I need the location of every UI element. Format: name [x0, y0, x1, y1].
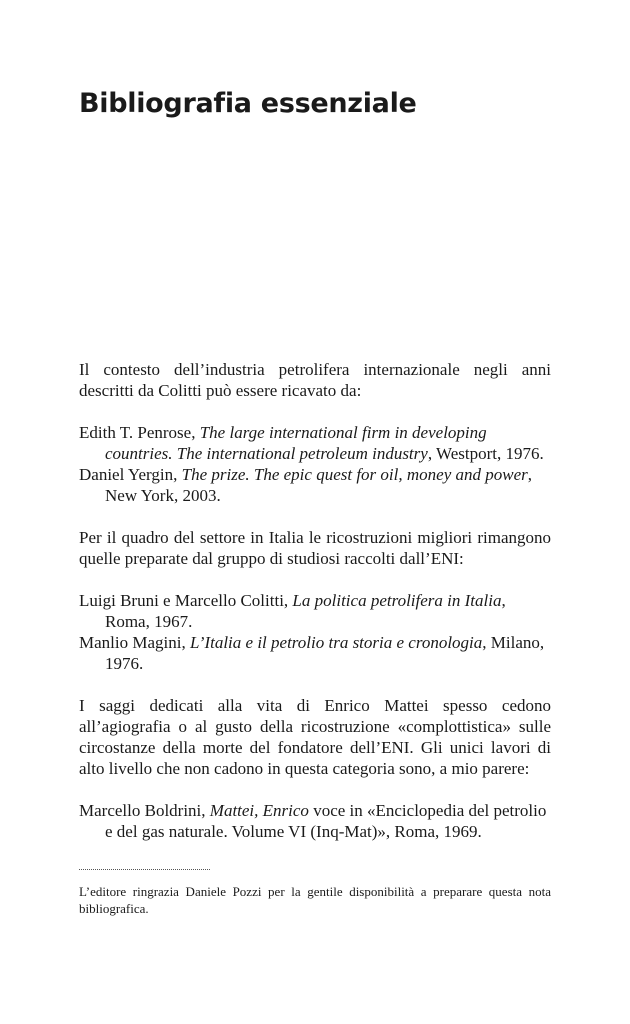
reference-author: Daniel Yergin,: [79, 465, 182, 484]
reference-details: , Roma, 1967.: [105, 591, 506, 631]
footnote-divider: [79, 869, 210, 870]
reference-list-international: [79, 422, 551, 506]
reference-entry: [79, 800, 551, 842]
reference-list-mattei: [79, 800, 551, 842]
reference-author: Edith T. Penrose,: [79, 423, 200, 442]
intro-paragraph-mattei: I saggi dedicati alla vita di Enrico Mattei spesso cedono all’agiografia o al gusto della ricostruzione «complottistica» sulle circostanze della morte del fondatore dell’ENI. Gli unici lavori di alto livello che non cadono in questa categoria sono, a mio parere:: [79, 696, 551, 778]
reference-list-italy: [79, 590, 551, 674]
reference-entry: [79, 590, 551, 632]
reference-title: Mattei, Enrico: [209, 801, 309, 820]
intro-paragraph-international: Il contesto dell’industria petrolifera internazionale negli anni descritti da Colitti può essere ricavato da:: [79, 360, 551, 400]
reference-details: , Westport, 1976.: [427, 444, 544, 463]
reference-author: Luigi Bruni e Marcello Colitti,: [79, 591, 293, 610]
reference-author: Manlio Magini,: [79, 633, 190, 652]
reference-author: Marcello Boldrini,: [79, 801, 210, 820]
reference-entry: [79, 464, 551, 506]
reference-title: The large international firm in developing countries. The international petroleum industry: [105, 423, 487, 463]
bibliography-body: [79, 359, 551, 863]
footnote: L’editore ringrazia Daniele Pozzi per la gentile disponibilità a preparare questa nota bibliografica.: [79, 884, 551, 916]
intro-paragraph-italy: Per il quadro del settore in Italia le ricostruzioni migliori rimangono quelle preparate dal gruppo di studiosi raccolti dall’ENI:: [79, 528, 551, 568]
page-title: Bibliografia essenziale: [79, 88, 417, 119]
reference-details: , New York, 2003.: [105, 465, 532, 505]
reference-details: , Milano, 1976.: [105, 633, 545, 673]
reference-title: La politica petrolifera in Italia: [292, 591, 502, 610]
reference-entry: [79, 632, 551, 674]
reference-title: The prize. The epic quest for oil, money and power: [181, 465, 528, 484]
reference-details: voce in «Enciclopedia del petrolio e del gas naturale. Volume VI (Inq-Mat)», Roma, 1969.: [105, 801, 547, 841]
reference-entry: [79, 422, 551, 464]
reference-title: L’Italia e il petrolio tra storia e cronologia: [189, 633, 483, 652]
